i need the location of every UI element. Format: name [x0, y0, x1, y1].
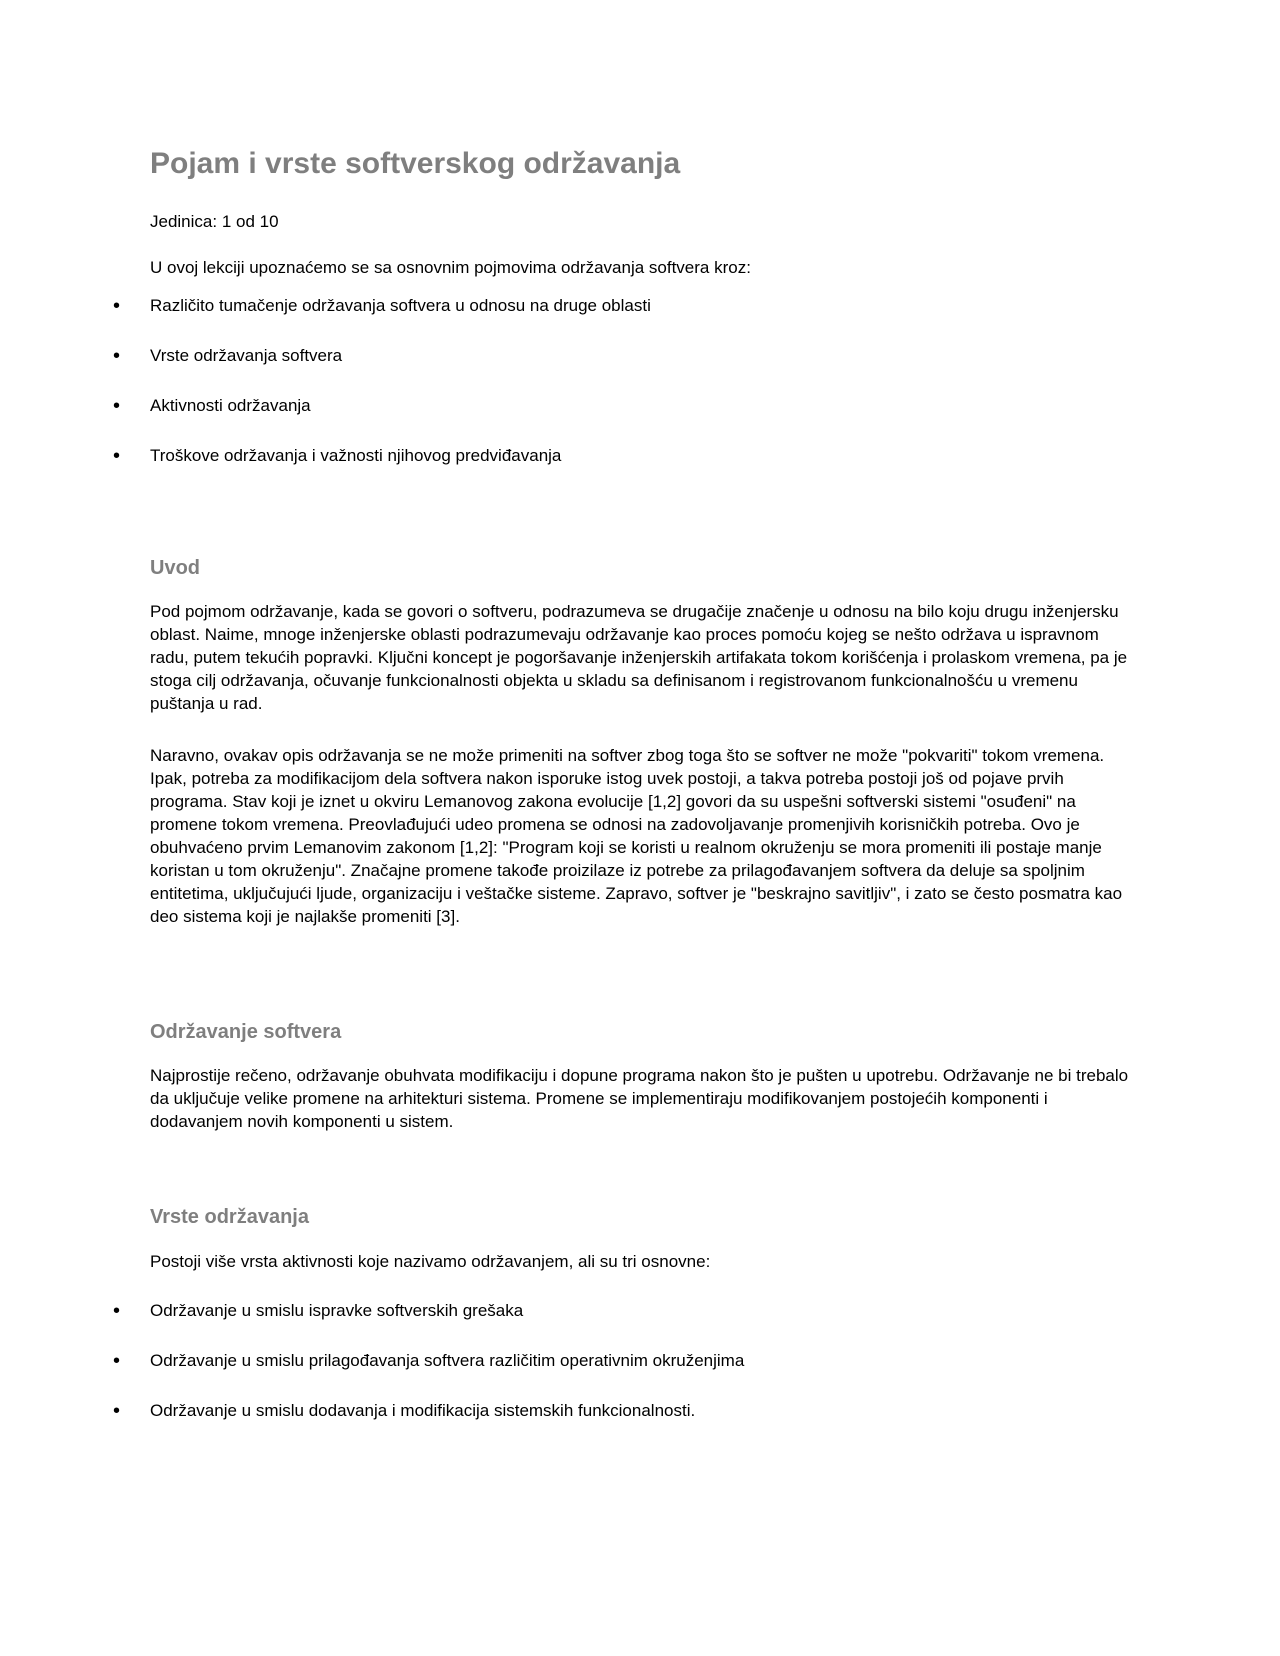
- list-item-text: Aktivnosti održavanja: [150, 396, 311, 415]
- list-item-text: Održavanje u smislu dodavanja i modifikacija sistemskih funkcionalnosti.: [150, 1401, 696, 1420]
- bullet-icon: •: [113, 395, 121, 417]
- page-title: Pojam i vrste softverskog održavanja: [150, 147, 681, 180]
- bullet-icon: •: [113, 1400, 121, 1422]
- section-paragraph: Naravno, ovakav opis održavanja se ne može primeniti na softver zbog toga što se softver ne može "pokvariti" tokom vremena. Ipak, potreba za modifikacijom dela softvera nakon isporuke istog uvek postoji, a takva potreba postoji još od pojave prvih programa. Stav koji je iznet u okviru Lemanovog zakona evolucije [1,2] govori da su uspešni softverski sistemi "osuđeni" na promene tokom vremena. Preovlađujući udeo promena se odnosi na zadovoljavanje promenjivih korisničkih potreba. Ovo je obuhvaćeno prvim Lemanovim zakonom [1,2]: "Program koji se koristi u realnom okruženju se mora promeniti ili postaje manje koristan u tom okruženju". Značajne promene takođe proizilaze iz potrebe za prilagođavanjem softvera da deluje sa spoljnim entitetima, uključujući ljude, organizaciju i veštačke sisteme. Zapravo, softver je "beskrajno savitljiv", i zato se često posmatra kao deo sistema koji je najlakše promeniti [3].: [150, 746, 1123, 926]
- section-paragraph: Pod pojmom održavanje, kada se govori o softveru, podrazumeva se drugačije značenje u odnosu na bilo koju drugu inženjersku oblast. Naime, mnoge inženjerske oblasti podrazumevaju održavanje kao proces pomoću kojeg se nešto održava u ispravnom radu, putem tekućih popravki. Ključni koncept je pogoršavanje inženjerskih artifakata tokom korišćenja i prolaskom vremena, pa je stoga cilj održavanja, očuvanje funkcionalnosti objekta u skladu sa definisanom i registrovanom funkcionalnošću u vremenu puštanja u rad.: [150, 602, 1128, 713]
- list-item: [113, 1350, 745, 1372]
- bullet-icon: •: [113, 345, 121, 367]
- section-heading-odrzavanje-softvera: Održavanje softvera: [150, 1021, 342, 1043]
- list-item: [113, 445, 651, 467]
- bullet-icon: •: [113, 1350, 121, 1372]
- list-item: [113, 1300, 744, 1322]
- section-paragraph: Najprostije rečeno, održavanje obuhvata modifikaciju i dopune programa nakon što je pušten u upotrebu. Održavanje ne bi trebalo da uključuje velike promene na arhitekturi sistema. Promene se implementiraju modifikovanjem postojećih komponenti i dodavanjem novih komponenti u sistem.: [150, 1066, 1129, 1131]
- list-item-text: Održavanje u smislu ispravke softverskih grešaka: [150, 1301, 524, 1320]
- section-heading-uvod: Uvod: [150, 557, 200, 579]
- section-paragraph: Postoji više vrsta aktivnosti koje nazivamo održavanjem, ali su tri osnovne:: [150, 1252, 711, 1271]
- list-item-text: Vrste održavanja softvera: [150, 346, 343, 365]
- list-item: [113, 395, 651, 417]
- maintenance-types-list: [113, 1300, 745, 1422]
- bullet-icon: •: [113, 1300, 121, 1322]
- section-heading-vrste-odrzavanja: Vrste održavanja: [150, 1206, 309, 1228]
- list-item: [113, 345, 651, 367]
- unit-label: Jedinica: 1 od 10: [150, 212, 279, 231]
- intro-text: U ovoj lekciji upoznaćemo se sa osnovnim pojmovima održavanja softvera kroz:: [150, 258, 751, 277]
- bullet-icon: •: [113, 295, 121, 317]
- list-item-text: Različito tumačenje održavanja softvera u odnosu na druge oblasti: [150, 296, 651, 315]
- intro-list: [113, 295, 651, 467]
- list-item: [113, 1400, 744, 1422]
- list-item: [113, 295, 651, 317]
- bullet-icon: •: [113, 445, 121, 467]
- list-item-text: Održavanje u smislu prilagođavanja softvera različitim operativnim okruženjima: [150, 1351, 745, 1370]
- list-item-text: Troškove održavanja i važnosti njihovog predviđavanja: [150, 446, 562, 465]
